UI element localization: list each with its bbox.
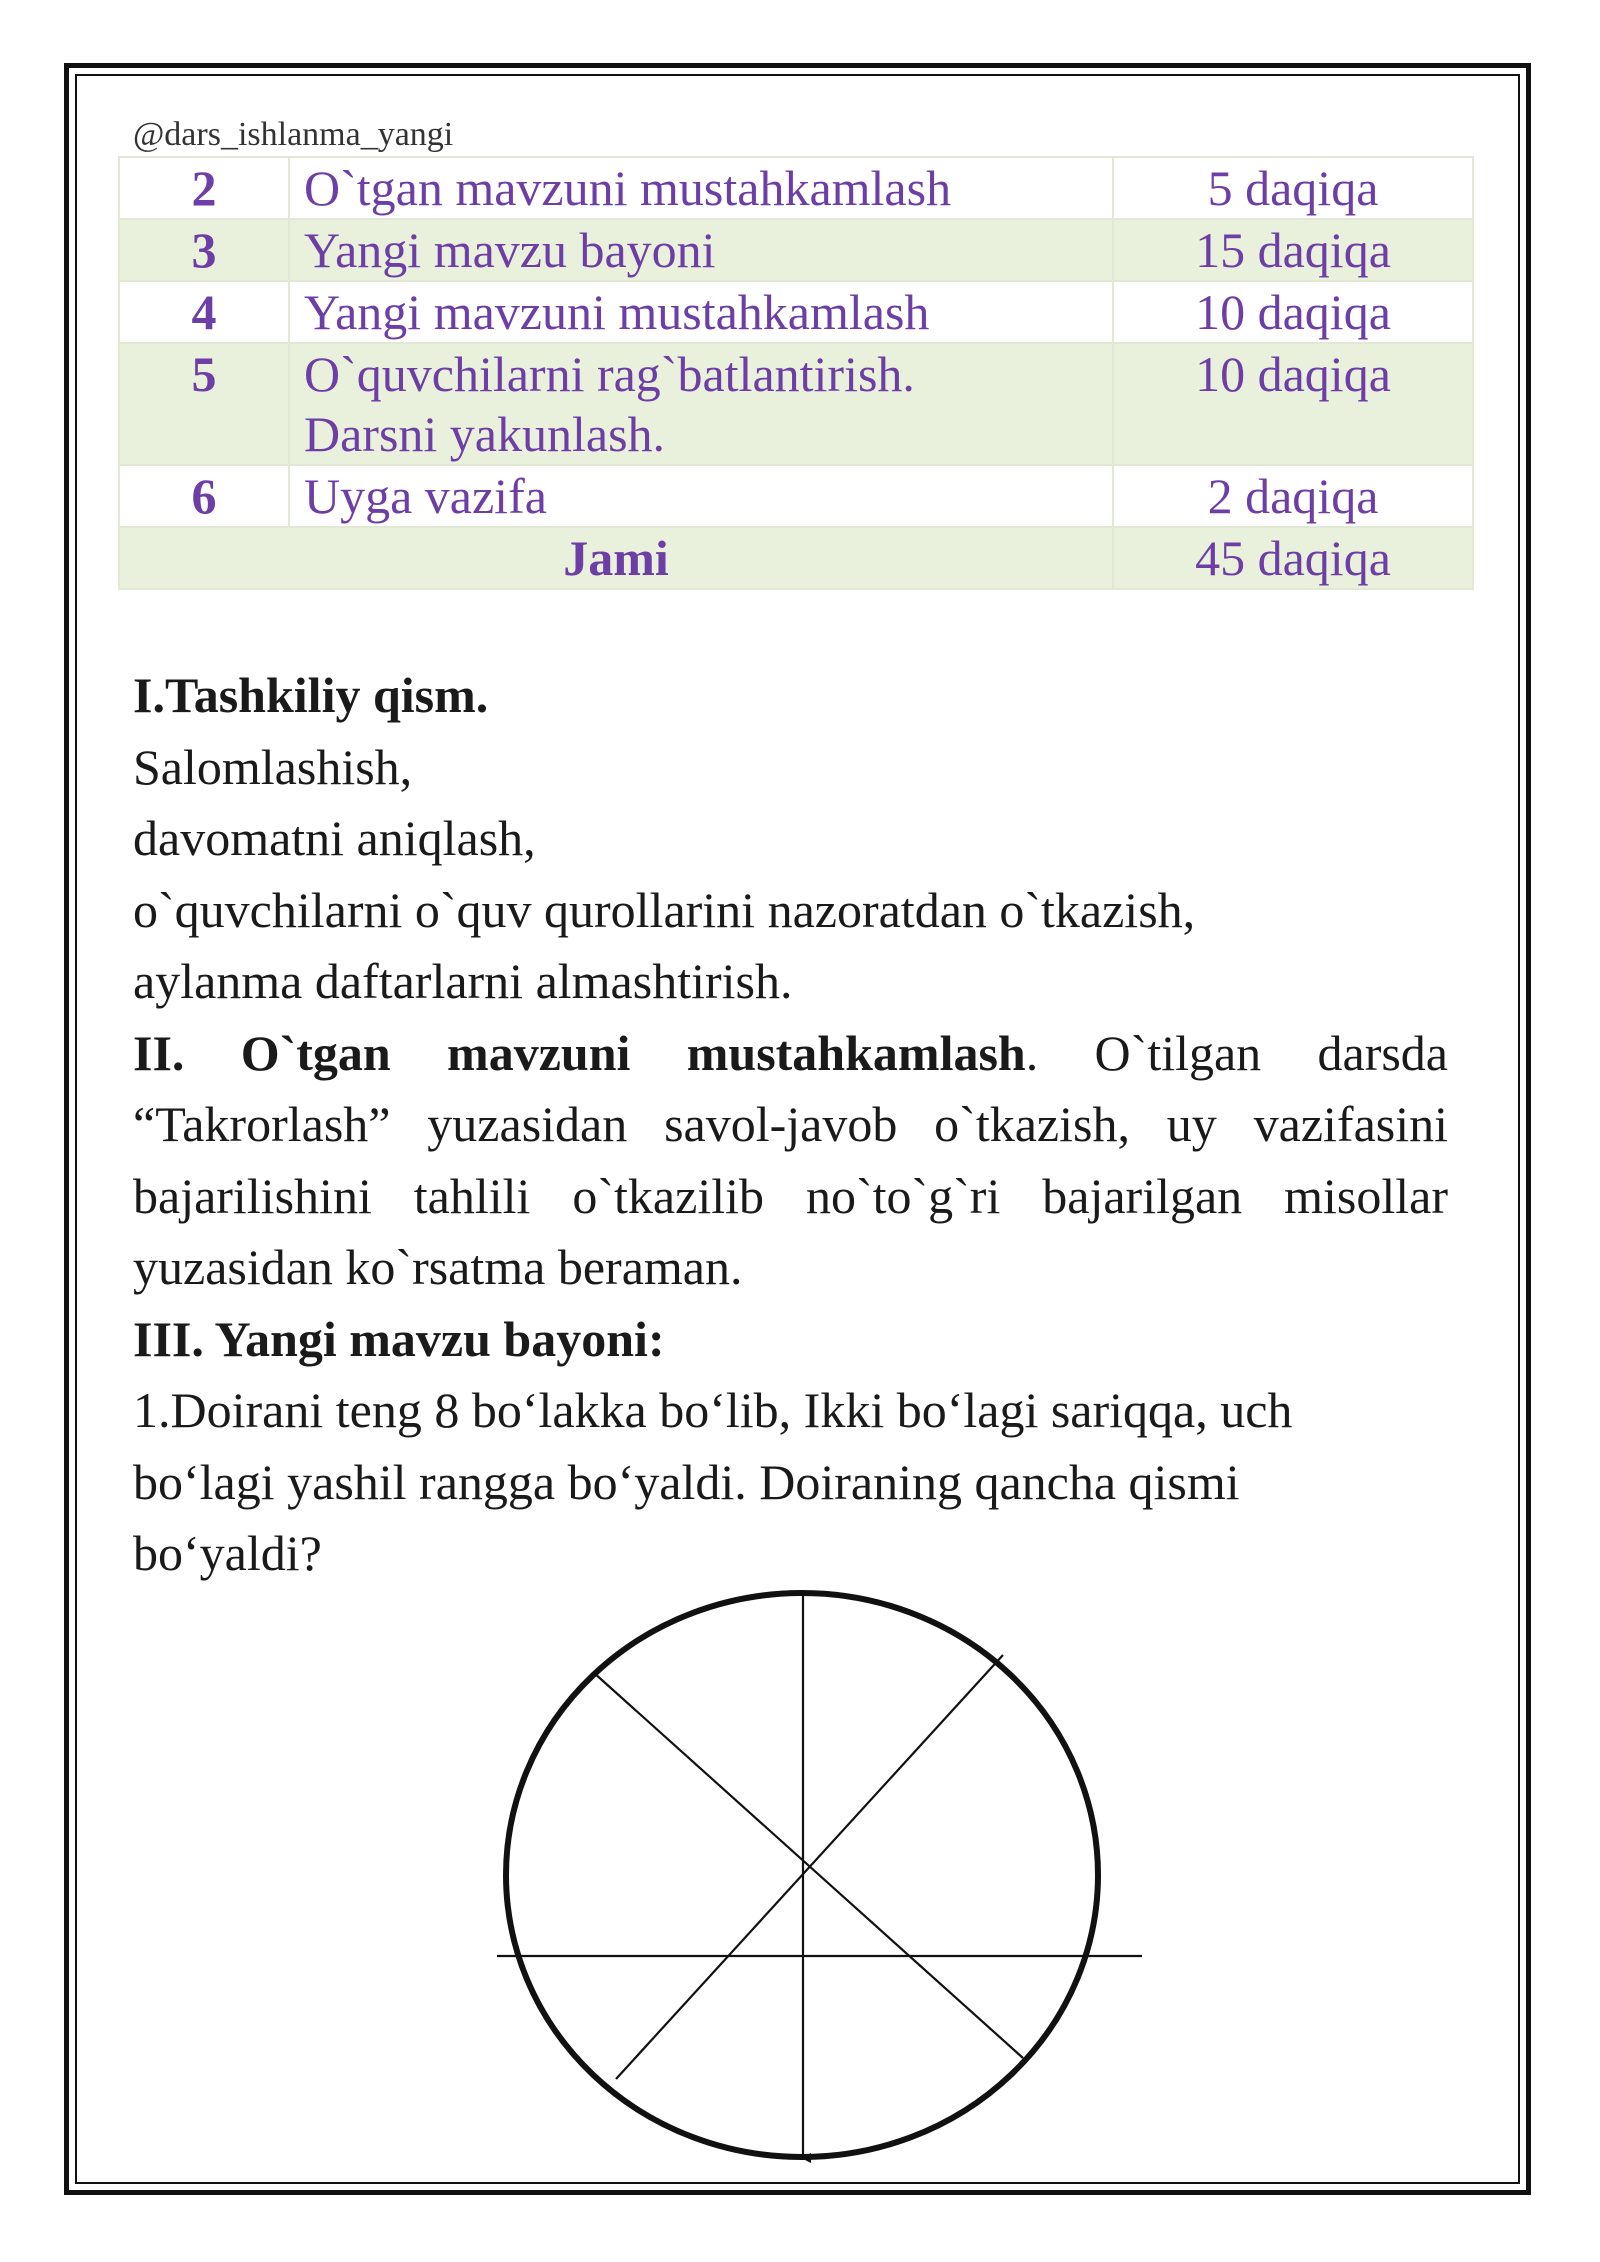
- row-time: 10 daqiqa: [1113, 281, 1473, 343]
- table-row: [119, 281, 1473, 343]
- section2-text: O`tilgan darsda “Takrorlash” yuzasidan savol-javob o`tkazish, uy vazifasini bajarilishini tahlili o`tkazilib no`to`g`ri bajarilgan misollar yuzasidan ko`rsatma beraman.: [133, 1024, 1448, 1295]
- section2-dot: .: [1025, 1024, 1039, 1081]
- row-time: 15 daqiqa: [1113, 219, 1473, 281]
- row-topic: [289, 281, 1113, 343]
- row-number: 4: [119, 281, 289, 343]
- task-line: bo‘lagi yashil rangga bo‘yaldi. Doiraning qancha qismi: [133, 1453, 1240, 1510]
- section1-heading: I.Tashkiliy qism.: [133, 667, 489, 723]
- section1-line: o`quvchilarni o`quv qurollarini nazoratdan o`tkazish,: [133, 881, 1196, 938]
- topic-text: Uyga vazifa: [304, 468, 547, 524]
- row-topic: [289, 157, 1113, 219]
- circle-figure: [490, 1580, 1170, 2180]
- task-line: 1.Doirani teng 8 bo‘lakka bo‘lib, Ikki bo‘lagi sariqqa, uch: [133, 1382, 1293, 1438]
- topic-text: Yangi mavzuni mustahkamlash: [304, 284, 930, 340]
- diagonal-divider: [593, 1672, 1023, 2058]
- watermark: @dars_ishlanma_yangi: [133, 116, 454, 153]
- section1-line: aylanma daftarlarni almashtirish.: [133, 953, 793, 1009]
- section3-heading: III. Yangi mavzu bayoni:: [133, 1310, 665, 1367]
- diagonal-divider: [616, 1655, 1003, 2079]
- table-row: [119, 465, 1473, 527]
- table-row: [119, 219, 1473, 281]
- row-time: 5 daqiqa: [1113, 157, 1473, 219]
- row-time: 2 daqiqa: [1113, 465, 1473, 527]
- total-label: Jami: [119, 527, 1113, 589]
- row-number: 6: [119, 465, 289, 527]
- row-topic: [289, 465, 1113, 527]
- row-topic: [289, 219, 1113, 281]
- section1-line: davomatni aniqlash,: [133, 810, 536, 866]
- topic-text: Yangi mavzu bayoni: [304, 222, 716, 278]
- row-topic: [289, 343, 1113, 465]
- section2-heading: II. O`tgan mavzuni mustahkamlash: [133, 1024, 1026, 1081]
- section2-paragraph: [133, 1018, 1448, 1304]
- section1-line: Salomlashish,: [133, 738, 413, 795]
- topic-text: O`quvchilarni rag`batlantirish.: [304, 346, 915, 402]
- topic-text-line2: Darsni yakunlash.: [304, 406, 666, 462]
- row-number: 5: [119, 343, 289, 465]
- total-time: 45 daqiqa: [1113, 527, 1473, 589]
- lesson-content: [133, 660, 1448, 1590]
- topic-text: O`tgan mavzuni mustahkamlash: [304, 160, 952, 216]
- row-number: 3: [119, 219, 289, 281]
- table-total-row: [119, 527, 1473, 589]
- row-number: 2: [119, 157, 289, 219]
- lesson-schedule-table: [118, 156, 1474, 590]
- table-row: [119, 343, 1473, 465]
- row-time: 10 daqiqa: [1113, 343, 1473, 465]
- table-row: [119, 157, 1473, 219]
- task-line: bo‘yaldi?: [133, 1525, 322, 1581]
